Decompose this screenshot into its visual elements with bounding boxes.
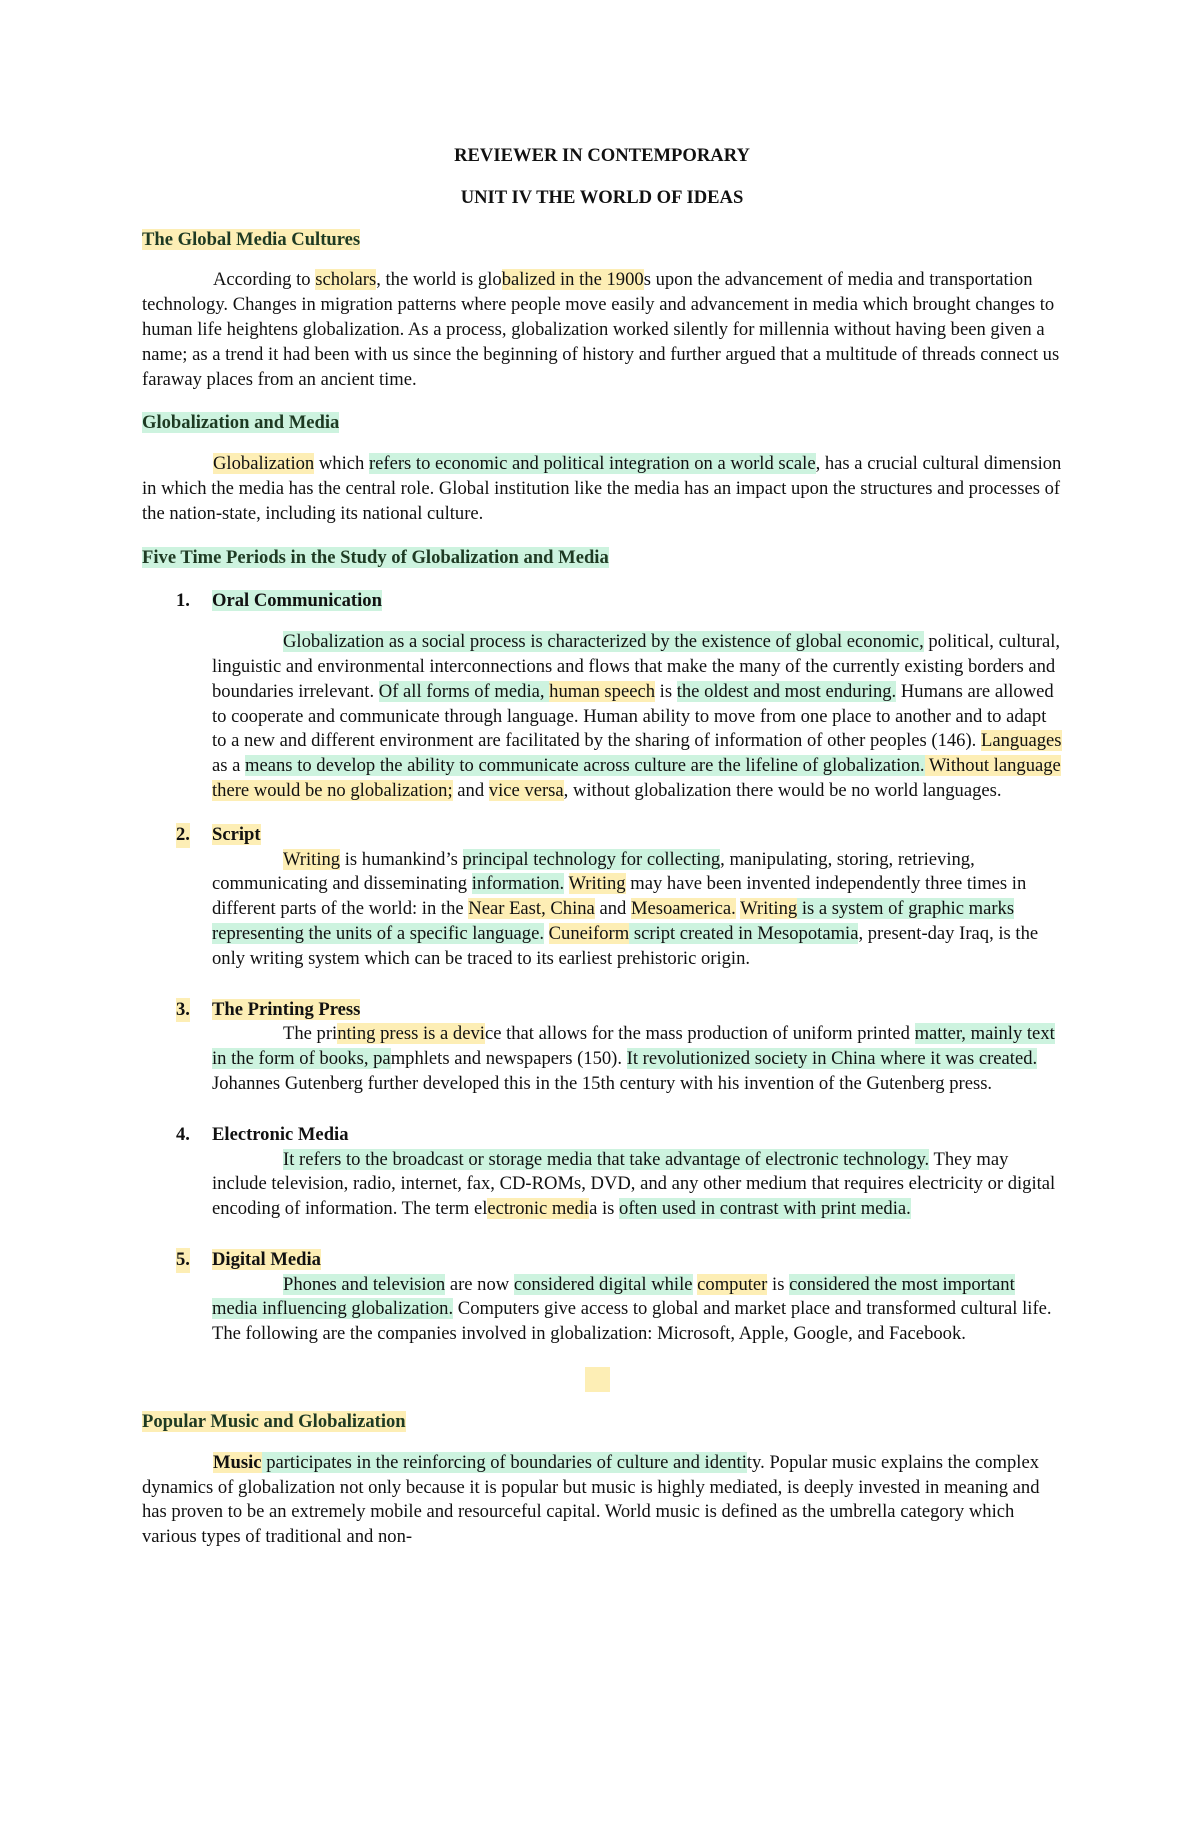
text-run: a is [589, 1198, 620, 1220]
periods-list [142, 589, 1062, 1347]
highlight-run: vice versa [488, 779, 564, 801]
item-number: 2. [176, 823, 190, 848]
text-run: s upon the advancement of media and transportation technology. Changes in migration patterns where people move easily and advancement in media which brought changes to human life heightens globalization. As a process, globalization worked silently for millennia without having been given a name; as a trend it had been with us since the beginning of history and further argued that a multitude of threads connect us faraway places from an ancient time. [142, 269, 1060, 390]
paragraph-globalization-media [142, 452, 1062, 526]
section-heading-five-periods [142, 546, 1062, 571]
highlight-run: considered the most important media influencing globalization. [212, 1273, 1015, 1320]
highlight-run: Globalization as a social process is characterized by the existence of global economic, [283, 631, 924, 653]
text-run: According to [213, 269, 316, 291]
highlight-run: ectronic medi [487, 1198, 590, 1220]
text-run: , without globalization there would be no world languages. [563, 779, 1002, 801]
section-heading-globalization-media [142, 411, 1062, 436]
highlight-run: nting press is a [337, 1023, 449, 1045]
text-run: , present-day Iraq, is the only writing system which can be traced to its earliest prehistoric origin. [212, 922, 1039, 969]
highlight-term: Music [213, 1451, 262, 1473]
highlight-run: It revolutionized society in China where it was created. [626, 1048, 1038, 1070]
item-heading [142, 1248, 1062, 1273]
paragraph-music [142, 1451, 1062, 1550]
highlight-run: information. [471, 873, 565, 895]
text-run: , the world is glo [376, 269, 502, 291]
text-run: and [452, 779, 489, 801]
list-item-electronic-media [142, 1123, 1062, 1222]
item-body [142, 1148, 1062, 1222]
item-number: 5. [176, 1248, 190, 1273]
text-run: mphlets and newspapers (150). [390, 1048, 627, 1070]
section-heading-global-media [142, 228, 1062, 253]
text-run: Johannes Gutenberg further developed this in the 15th century with his invention of the Gutenberg press. [212, 1072, 993, 1094]
highlight-run: Writing [283, 848, 341, 870]
empty-highlight-mark [585, 1367, 610, 1392]
text-run: may have been invented independently three times in different parts of the world: in the [212, 873, 1027, 920]
text-run [544, 923, 549, 944]
highlight-run: Mesoamerica. [630, 898, 736, 920]
heading-text: Globalization and Media [142, 412, 340, 434]
heading-text: Popular Music and Globalization [142, 1411, 406, 1433]
highlight-term: Globalization [213, 453, 315, 475]
item-title: Electronic Media [212, 1123, 349, 1145]
text-run: which [314, 453, 369, 475]
text-run: is [655, 680, 677, 702]
text-run: ty. Popular music explains the complex dynamics of globalization not only because it is popular but music is highly mediated, is deeply invested in meaning and has proven to be an extremely mobile and resourceful capital. World music is defined as the umbrella category which various types of traditional and non- [142, 1451, 1040, 1548]
text-run: They may include television, radio, [212, 1148, 1009, 1195]
heading-text: Five Time Periods in the Study of Globalization and Media [142, 546, 609, 568]
text-run: Humans are allowed to cooperate and communicate through language. Human ability to move from one place to another and to adapt to a new and different environment are facilitated by the sharing of information of other peoples (146). [212, 680, 1054, 752]
item-heading [142, 589, 1062, 614]
list-item-printing-press [142, 998, 1062, 1097]
paragraph-global-media [142, 268, 1062, 392]
list-item-oral-communication [142, 589, 1062, 803]
item-body [142, 1273, 1062, 1347]
highlight-run: the oldest and most enduring. [676, 680, 897, 702]
text-run: internet, fax, CD-ROMs, DVD, and any other medium that requires electricity or digital encoding of information. The term el [212, 1173, 1056, 1220]
item-number: 1. [176, 590, 190, 612]
text-run: , manipulating, storing, retrieving, communicating and disseminating [212, 848, 975, 895]
highlight-run: considered digital while [513, 1273, 693, 1295]
item-number: 4. [176, 1123, 190, 1145]
text-run: are now [445, 1273, 514, 1295]
highlight-run: computer [697, 1273, 768, 1295]
unit-title: UNIT IV THE WORLD OF IDEAS [460, 186, 744, 208]
highlight-run: Languages [980, 730, 1062, 752]
highlight-run: Near East, China [468, 898, 595, 920]
text-run: is humankind’s [340, 848, 463, 870]
item-heading [142, 823, 1062, 848]
text-run: and [594, 898, 631, 920]
section-heading-music [142, 1410, 1062, 1435]
item-body [142, 630, 1062, 804]
item-title: Oral Communication [212, 590, 382, 612]
highlight-globalized: balized in the 1900 [501, 269, 644, 291]
highlight-run: is a system of graphic marks representing the units of a specific language. [212, 898, 1015, 944]
highlight-definition: refers to economic and political integration on a world scale [368, 453, 816, 475]
highlight-run: participates in the reinforcing of boundaries of culture and identi [261, 1451, 747, 1473]
document-body [142, 132, 1062, 1550]
highlight-run: Writing [740, 898, 798, 920]
heading-text: The Global Media Cultures [142, 228, 361, 250]
item-heading [142, 1123, 1062, 1148]
item-title: Script [212, 823, 261, 845]
highlight-run: human speech [549, 680, 656, 702]
text-run: as a [212, 755, 246, 777]
item-body [142, 1022, 1062, 1096]
highlight-run: Of all forms of media, [378, 680, 550, 702]
highlight-run: Cuneiform [548, 922, 630, 944]
text-run: , has a crucial cultural dimension in which the media has the central role. Global institution like the media has an impact upon the structures and processes of the nation-state, including its national culture. [142, 453, 1062, 524]
list-item-script [142, 823, 1062, 972]
text-run: Computers give access to global and market place and transformed cultural life. The following are the companies involved in globalization: Microsoft, Apple, Google, and Facebook. [212, 1298, 1052, 1345]
item-number: 3. [176, 998, 190, 1023]
text-run: ce that allows for the mass production of uniform printed [484, 1023, 915, 1045]
highlight-run: Phones and television [283, 1273, 446, 1295]
highlight-run: often used in contrast with print media. [619, 1198, 911, 1220]
highlight-run: Writing [568, 873, 626, 895]
highlight-run: Without language there would be no globalization; [212, 755, 1061, 801]
highlight-run: matter, mainly text in the form of books, pa [212, 1023, 1055, 1070]
highlight-run: devi [448, 1023, 485, 1045]
highlight-run: script created in Mesopotamia [629, 922, 859, 944]
highlight-run: principal technology for collecting [462, 848, 721, 870]
document-title: REVIEWER IN CONTEMPORARY [454, 145, 750, 166]
item-title: Digital Media [212, 1248, 321, 1270]
text-run: The pri [283, 1023, 338, 1045]
highlight-scholars: scholars [315, 269, 377, 291]
item-body [142, 848, 1062, 972]
list-item-digital-media [142, 1248, 1062, 1347]
text-run [564, 873, 568, 894]
text-run: political, cultural, linguistic and environmental interconnections and flows that make the many of the currently existing borders and boundaries irrelevant. [212, 631, 1061, 702]
highlight-run: means to develop the ability to communicate across culture are the lifeline of globalization. [245, 755, 925, 777]
item-heading [142, 998, 1062, 1023]
text-run: is [767, 1273, 790, 1295]
highlight-run: It refers to the broadcast or storage media that take advantage of electronic technology. [283, 1148, 930, 1170]
item-title: The Printing Press [212, 998, 361, 1020]
